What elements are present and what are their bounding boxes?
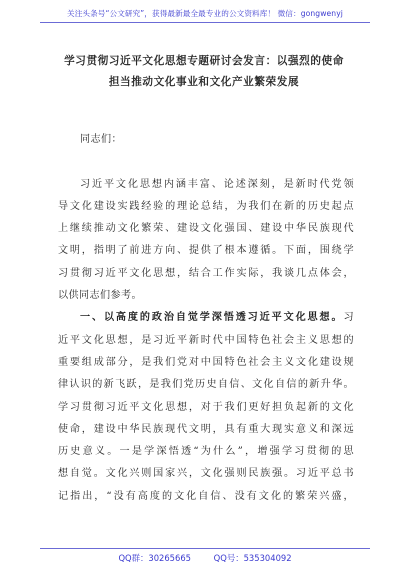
salutation: 同志们： (80, 134, 122, 145)
paragraph-2-line: 律认识的新飞跃，是我们党历史自信、文化自信的新升华。 (58, 379, 354, 391)
paragraph-2-line: 历史意义。一是学深悟透“为什么”，增强学习贯彻的思 (58, 446, 354, 458)
paragraph-2-line: 想自觉。文化兴则国家兴，文化强则民族强。习近平总书 (58, 468, 354, 480)
paragraph-2-line: 记指出，“没有高度的文化自信、没有文化的繁荣兴盛， (58, 490, 354, 502)
document-title-line-2: 担当推动文化事业和文化产业繁荣发展 (108, 76, 300, 88)
paragraph-2-line: 使命，建设中华民族现代文明，具有重大现实意义和深远 (58, 423, 354, 435)
paragraph-1-line: 上继续推动文化繁荣、建设文化强国、建设中华民族现代 (58, 223, 354, 235)
document-body (58, 129, 354, 508)
document-title-line-1: 学习贯彻习近平文化思想专题研讨会发言：以强烈的使命 (64, 55, 344, 67)
paragraph-1-line: 文明，指明了前进方向、提供了根本遵循。下面，围绕学 (58, 245, 354, 257)
section-1-heading-line (58, 307, 354, 329)
paragraph-2-line: 学习贯彻习近平文化思想，对于我们更好担负起新的文化 (58, 401, 354, 413)
paragraph-1-line: 导文化建设实践经验的理论总结，为我们在新的历史起点 (58, 200, 354, 212)
paragraph-1-line: 习贯彻习近平文化思想，结合工作实际，我谈几点体会， (58, 267, 354, 279)
footer-qq-number: QQ号：535304092 (213, 553, 292, 563)
paragraph-2-line: 近平文化思想，是习近平新时代中国特色社会主义思想的 (58, 334, 354, 346)
paragraph-1-line: 以供同志们参考。 (58, 290, 142, 302)
page-footer (40, 548, 370, 564)
paragraph-1-line: 习近平文化思想内涵丰富、论述深刻，是新时代党领 (80, 178, 354, 190)
section-1-heading-tail: 习 (343, 312, 354, 324)
footer-qq-group: QQ群：30265665 (118, 553, 191, 563)
section-1-heading: 一、以高度的政治自觉学深悟透习近平文化思想。 (80, 312, 344, 324)
paragraph-2-line: 重要组成部分，是我们党对中国特色社会主义文化建设规 (58, 356, 354, 368)
blank-line (58, 151, 354, 173)
page-header: 关注头条号“公文研究”，获得最新最全最专业的公文资料库！ 微信：gongwenyj (40, 8, 370, 23)
